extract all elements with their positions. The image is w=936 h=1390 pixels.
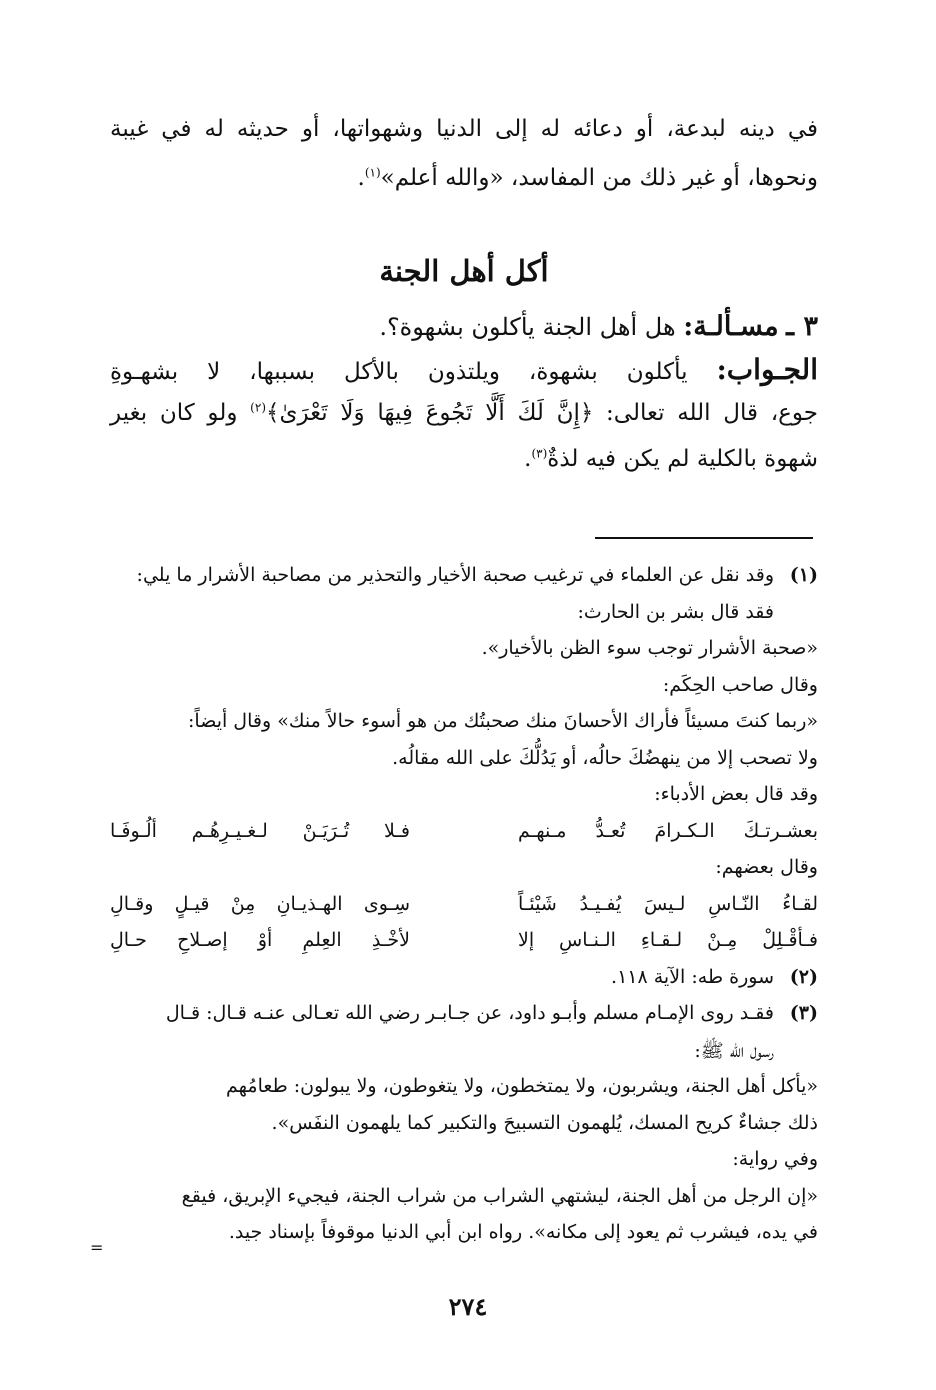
footnotes <box>110 564 818 1258</box>
body-line-2-end: . <box>357 165 365 191</box>
body-line-1: في دينه لبدعة، أو دعائه له إلى الدنيا وشهواتها، أو حديثه له في غيبة <box>110 116 818 142</box>
footnote-3-line-5: وفي رواية: <box>732 1148 818 1170</box>
footnote-1-line-3: «صحبة الأشرار توجب سوء الظن بالأخيار». <box>481 637 818 659</box>
footnote-1-line-7: وقد قال بعض الأدباء: <box>654 783 818 805</box>
answer-line-3 <box>110 448 818 494</box>
question-text: هل أهل الجنة يأكلون بشهوة؟. <box>379 313 676 341</box>
poem-verse-3-first: فـأقْـلِلْ مِـنْ لـقـاءِ الـنـاسِ إلا <box>518 929 818 951</box>
footnote-1-line-5: «ربما كنتَ مسيئاً فأراك الأحسانَ منك صحبتُك من هو أسوء حالاً منك» وقال أيضاً: <box>188 710 818 732</box>
footnote-3-line-6: «إن الرجل من أهل الجنة، ليشتهي الشراب من شراب الجنة، فيجيء الإبريق، فيقع <box>181 1184 818 1207</box>
footnote-1-line-8: وقال بعضهم: <box>715 856 818 878</box>
body-line-2-text: ونحوها، أو غير ذلك من المفاسد، «والله أعلم» <box>380 165 818 191</box>
answer-line-2 <box>110 402 818 448</box>
footnote-3-line-3: «يأكل أهل الجنة، ويشربون، ولا يمتخطون، ولا يتغوطون، ولا يبولون: طعامُهم <box>226 1075 818 1097</box>
footnote-3-line-1 <box>110 1002 818 1039</box>
answer-block <box>110 353 818 494</box>
footnote-separator <box>595 537 813 539</box>
answer-line-3-text: شهوة بالكلية لم يكن فيه لذةٌ <box>547 446 818 472</box>
footnote-3-number: (٣) <box>789 1002 818 1024</box>
poem-verse-2-first: لقـاءُ النّـاسِ لـيسَ يُفـيـدُ شَيْئـاً <box>518 892 818 915</box>
footnote-3-line-2: رسول الله ﷺ: <box>694 1039 774 1062</box>
footnote-3-line-4: ذلك جشاءٌ كريح المسك، يُلهمون التسبيحَ والتكبير كما يلهمون النفَس». <box>271 1111 818 1134</box>
footnote-ref-3: (٣) <box>531 446 548 461</box>
footnote-1-line-2: فقد قال بشر بن الحارث: <box>577 600 774 623</box>
footnote-3-text-1: فقـد روى الإمـام مسلم وأبـو داود، عن جـابـر رضي الله تعـالى عنـه قـال: قـال <box>165 1002 774 1024</box>
poem-verse-1-first: بعشـرتـكَ الـكـرامَ تُعـدُّ مـنهـم <box>518 819 818 842</box>
poem-verse-2 <box>110 893 818 930</box>
poem-verse-3 <box>110 929 818 966</box>
section-title: أكل أهل الجنة <box>379 254 549 288</box>
footnote-2-line-1 <box>110 966 818 1003</box>
answer-quran-text: جوع، قال الله تعالى: ﴿إِنَّ لَكَ أَلَّا تَجُوعَ فِيهَا وَلَا تَعْرَىٰ﴾ <box>266 400 818 426</box>
margin-mark: = <box>90 1238 104 1257</box>
page-number: ٢٧٤ <box>448 1292 488 1321</box>
footnote-3-line-7: في يده، فيشرب ثم يعود إلى مكانه». رواه ابن أبي الدنيا موقوفاً بإسناد جيد. <box>228 1221 818 1243</box>
question-label: مسـألـة: <box>683 311 779 342</box>
footnote-1-text-1: وقد نقل عن العلماء في ترغيب صحبة الأخيار والتحذير من مصاحبة الأشرار ما يلي: <box>136 564 774 586</box>
main-text <box>110 118 818 494</box>
question-number: ٣ ـ <box>786 311 818 342</box>
answer-line-1 <box>110 353 818 402</box>
footnote-1-number: (١) <box>789 564 818 586</box>
question-line <box>110 313 818 353</box>
poem-verse-2-second: سِـوى الهـذيـانِ مِنْ قيـلٍ وقـالِ <box>110 892 410 915</box>
footnote-ref-1: (١) <box>364 165 381 180</box>
footnote-1-line-4: وقال صاحب الحِكَم: <box>662 673 818 696</box>
poem-verse-1-second: فـلا تُـرَيَـنْ لـغـيـرِهُـم ألُـوفَـا <box>110 819 410 842</box>
poem-verse-3-second: لأخْـذِ العِلمِ أوْ إصـلاحِ حـالِ <box>110 929 410 951</box>
answer-line-3-end: . <box>524 446 532 472</box>
footnote-2-text: سورة طه: الآية ١١٨. <box>611 965 774 988</box>
answer-line-2-tail: ولو كان بغير <box>110 400 238 426</box>
body-line-2 <box>110 167 818 198</box>
footnote-1-line-6: ولا تصحب إلا من ينهضُكَ حالُه، أو يَدُلُّكَ على الله مقالُه. <box>392 746 818 769</box>
answer-line-1-text: يأكلون بشهوة، ويلتذون بالأكل بسببها، لا بشهـوةِ <box>110 359 688 385</box>
poem-verse-1 <box>110 820 818 857</box>
footnote-1-line-1 <box>110 564 818 601</box>
footnote-2-number: (٢) <box>789 965 818 988</box>
answer-label: الجـواب: <box>716 353 818 386</box>
footnote-ref-2: (٢) <box>250 400 266 415</box>
